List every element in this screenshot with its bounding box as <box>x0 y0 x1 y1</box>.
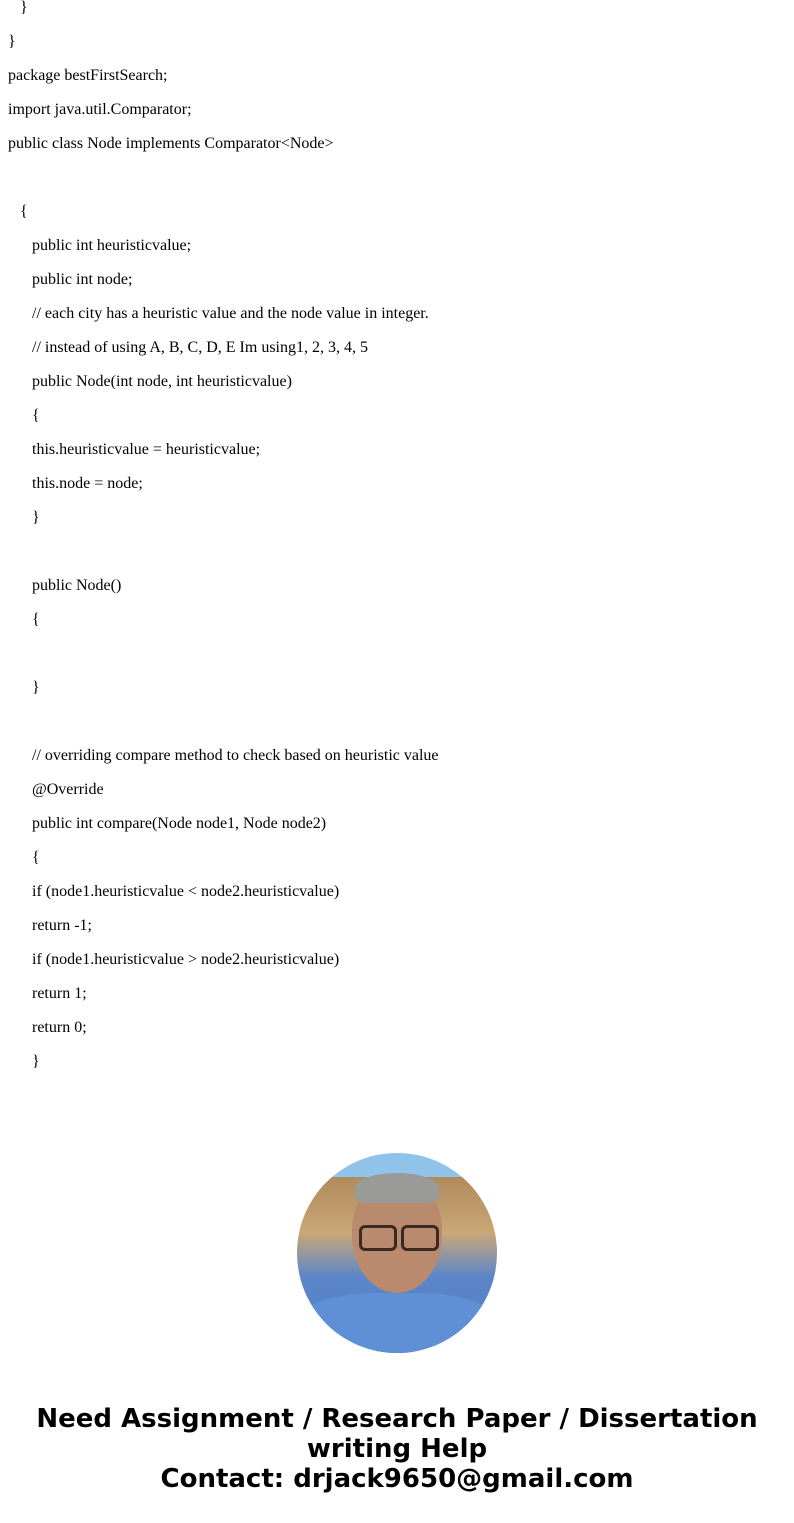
code-line: // instead of using A, B, C, D, E Im using1, 2, 3, 4, 5 <box>32 339 368 356</box>
avatar-shirt <box>297 1293 497 1353</box>
code-line: } <box>32 1053 40 1070</box>
code-line: package bestFirstSearch; <box>8 67 168 84</box>
code-line: @Override <box>32 781 104 798</box>
code-line: // overriding compare method to check based on heuristic value <box>32 747 439 764</box>
contact-banner <box>0 1404 794 1494</box>
avatar-hair <box>355 1173 439 1203</box>
glasses-right-lens <box>401 1225 439 1251</box>
code-line: return 1; <box>32 985 87 1002</box>
code-line: { <box>32 407 40 424</box>
code-line: public int node; <box>32 271 133 288</box>
code-line: public Node(int node, int heuristicvalue) <box>32 373 292 390</box>
code-line <box>0 161 794 195</box>
code-line <box>0 637 794 671</box>
code-line: import java.util.Comparator; <box>8 101 192 118</box>
code-line <box>0 705 794 739</box>
code-line: } <box>32 509 40 526</box>
code-line: public int compare(Node node1, Node node2) <box>32 815 327 832</box>
banner-line-1: Need Assignment / Research Paper / Dissertation <box>36 1404 758 1434</box>
code-line: // each city has a heuristic value and the node value in integer. <box>32 305 429 322</box>
code-line <box>0 535 794 569</box>
code-line: } <box>20 0 28 16</box>
code-line: this.node = node; <box>32 475 143 492</box>
code-line: { <box>32 611 40 628</box>
code-line: this.heuristicvalue = heuristicvalue; <box>32 441 261 458</box>
banner-contact: Contact: drjack9650@gmail.com <box>160 1464 634 1494</box>
code-line: } <box>8 33 16 50</box>
code-line: return -1; <box>32 917 92 934</box>
author-avatar <box>297 1153 497 1353</box>
code-line: } <box>32 679 40 696</box>
code-line: if (node1.heuristicvalue > node2.heuristicvalue) <box>32 951 340 968</box>
code-line: public int heuristicvalue; <box>32 237 192 254</box>
code-line: return 0; <box>32 1019 87 1036</box>
code-line: public Node() <box>32 577 122 594</box>
code-line: { <box>20 203 28 220</box>
code-line: if (node1.heuristicvalue < node2.heuristicvalue) <box>32 883 340 900</box>
code-line: { <box>32 849 40 866</box>
glasses-left-lens <box>359 1225 397 1251</box>
banner-line-2: writing Help <box>306 1434 488 1464</box>
code-line: public class Node implements Comparator<Node> <box>8 135 334 152</box>
